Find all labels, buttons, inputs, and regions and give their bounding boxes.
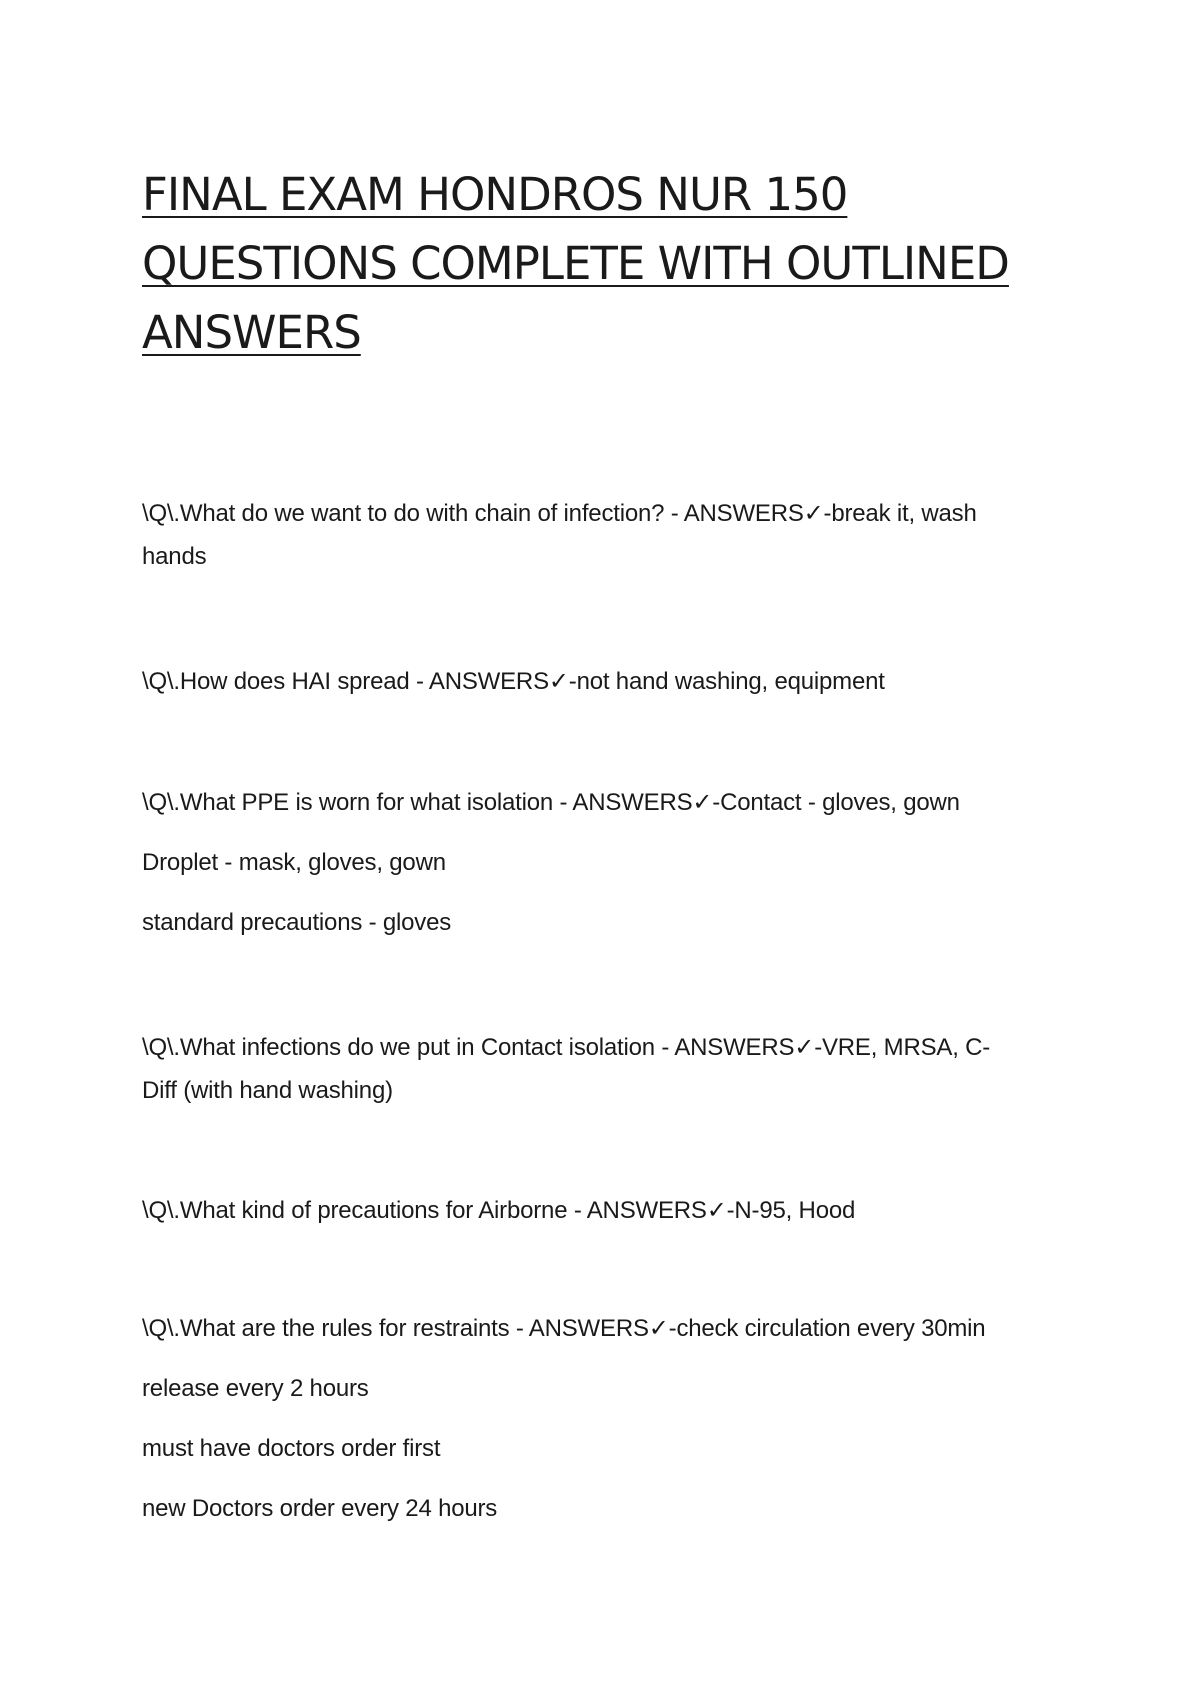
qa-text: \Q\.What infections do we put in Contact isolation - ANSWERS✓-VRE, MRSA, C- [142,1034,991,1061]
title-line: QUESTIONS COMPLETE WITH OUTLINED [142,237,1009,290]
answer-line: standard precautions - gloves [142,909,452,936]
qa-item [142,781,1062,944]
qa-text: \Q\.How does HAI spread - ANSWERS✓-not hand washing, equipment [142,668,885,695]
qa-text: \Q\.What do we want to do with chain of infection? - ANSWERS✓-break it, wash [142,500,977,527]
qa-text: \Q\.What kind of precautions for Airborne - ANSWERS✓-N-95, Hood [142,1197,856,1224]
qa-item [142,1026,1062,1112]
title-line: ANSWERS [142,306,361,359]
qa-text: \Q\.What are the rules for restraints - ANSWERS✓-check circulation every 30min [142,1315,986,1342]
qa-text-wrap: Diff (with hand washing) [142,1077,393,1104]
qa-item [142,1307,1062,1530]
qa-item [142,1189,1062,1232]
document-page [142,160,1062,1612]
qa-list [142,492,1062,1530]
document-title [142,160,1062,367]
qa-item [142,660,1062,703]
answer-line: release every 2 hours [142,1375,369,1402]
answer-line: must have doctors order first [142,1435,441,1462]
qa-item [142,492,1062,578]
answer-line: new Doctors order every 24 hours [142,1495,498,1522]
qa-text-wrap: hands [142,543,207,570]
title-line: FINAL EXAM HONDROS NUR 150 [142,168,848,221]
qa-text: \Q\.What PPE is worn for what isolation - ANSWERS✓-Contact - gloves, gown [142,789,960,816]
answer-line: Droplet - mask, gloves, gown [142,849,446,876]
